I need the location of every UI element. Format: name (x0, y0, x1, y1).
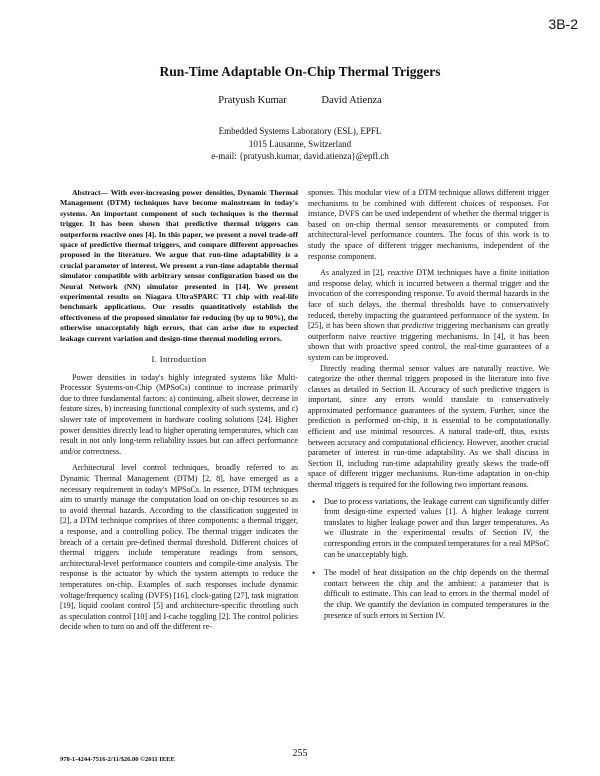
left-column (60, 188, 298, 633)
email-line: e-mail: {pratyush.kumar, david.atienza}@epfl.ch (211, 151, 389, 161)
session-id-label: 3B-2 (548, 16, 578, 32)
author-list (0, 95, 600, 106)
affiliation-line: Embedded Systems Laboratory (ESL), EPFL (218, 126, 382, 136)
paragraph: Power densities in today's highly integrated systems like Multi-Processor Systems-on-Chip (MPSoCs) continue to increase primarily due to three fundamental factors: a) continuing, albeit slower, decrease in feature sizes, b) increasing functional complexity of such systems, and c) slower rate of improvement in hardware cooling solutions [24]. Higher power densities directly lead to higher operating temperatures, which can result in not only long-term reliability issues but can affect performance and/or correctness. (60, 372, 298, 456)
copyright-line: 978-1-4244-7516-2/11/$26.00 ©2011 IEEE (60, 756, 175, 763)
paragraph: Architectural level control techniques, broadly referred to as Dynamic Thermal Management (DTM) [2, 8], have emerged as a necessary requirement in today's MPSoCs. In essence, DTM techniques aim to smartly manage the computation load on on-chip resources so as to avoid thermal hazards. According to the classification suggested in [2], a DTM technique comprises of three components: a thermal trigger, a response, and a controlling policy. The thermal trigger indicates the breach of a certain pre-defined thermal threshold. Different choices of thermal triggers include temperature readings from sensors, architectural-level performance counters and compile-time analysis. The response is the actuator by which the system attempts to reduce the temperatures on-chip. Examples of such responses include dynamic voltage/frequency scaling (DVFS) [16], clock-gating [27], task migration [19], liquid coolant control [5] and architecture-specific throttling such as speculation control [10] and I-cache toggling [2]. The control policies decide when to turn on and off the different re- (60, 463, 298, 632)
paragraph: As analyzed in [2], reactive DTM techniques have a finite initiation and response delay, which is incurred between a thermal trigger and the invocation of the corresponding response. To avoid thermal hazards in the face of such delays, the thermal thresholds have to conservatively reduced, thereby impacting the guaranteed performance of the system. In [25], it has been shown that predictive triggering mechanisms can greatly outperform naive reactive triggering mechanisms. In [4], it has been shown that with proactive speed control, the real-time guarantees of a system can be improved. (308, 268, 550, 362)
page-number: 255 (292, 748, 308, 759)
bullet-list (308, 497, 549, 622)
paper-title: Run-Time Adaptable On-Chip Thermal Triggers (159, 64, 441, 79)
affiliation-line: 1015 Lausanne, Switzerland (248, 138, 352, 149)
author-name: David Atienza (321, 95, 382, 106)
list-item: • The model of heat dissipation on the chip depends on the thermal contact between the chip and the ambient: a parameter that is difficult to estimate. This can lead to errors in the thermal model of the chip. We quantify the deviation in computed temperatures in the presence of such errors in Section IV. (308, 568, 549, 621)
abstract: Abstract— With ever-increasing power densities, Dynamic Thermal Management (DTM) techniques have become mainstream in today's systems. An important component of such techniques is the thermal trigger. It has been shown that predictive thermal triggers can outperform reactive ones [4]. In this paper, we present a novel trade-off space of predictive thermal triggers, and compare different approaches proposed in the literature. We argue that run-time adaptability is a crucial parameter of interest. We present a run-time adaptable thermal simulator compatible with arbitrary sensor configuration based on the Neural Network (NN) simulator presented in [14]. We present experimental results on Niagara UltraSPARC T1 chip with real-life benchmark applications. Our results quantitatively establish the effectiveness of the proposed simulator for reducing (by up to 90%), the otherwise unacceptably high errors, that can arise due to expected leakage current variation and design-time thermal modeling errors. (60, 188, 298, 343)
paragraph: Directly reading thermal sensor values are naturally reactive. We categorize the other thermal triggers proposed in the literature into five classes as detailed in Section II. Accuracy of such predictive triggers is important, since any errors would translate to conservatively approximated performance guarantees of the system. Further, since the prediction is performed on-chip, it is essential to be computationally efficient and use minimal resources. A natural trade-off, thus, exists between accuracy and computational efficiency. However, another crucial parameter of interest in run-time adaptability. As we shall discuss in Section II, including run-time adaptability greatly skews the trade-off space of different trigger mechanisms. Run-time adaptation in on-chip thermal triggers is required for the following two important reasons. (308, 363, 549, 490)
emphasis-reactive: reactive (387, 268, 414, 278)
right-column (308, 188, 549, 629)
author-name: Pratyush Kumar (218, 95, 287, 106)
emphasis-predictive: predictive (401, 321, 434, 331)
list-item: • Due to process variations, the leakage current can significantly differ from design-time expected values [1]. A higher leakage current translates to higher leakage power and thus larger temperatures. As we illustrate in the experimental results of Section IV, the corresponding errors in the computed temperatures for a real MPSoC can be unacceptably high. (308, 497, 549, 561)
affiliation-block (0, 125, 600, 163)
paragraph: sponses. This modular view of a DTM technique allows different trigger mechanisms to be combined with different choices of responses. For instance, DVFS can be used independent of whether the thermal trigger is based on on-chip thermal sensor measurements or computed from architectural-level performance counters. The focus of this work is to study the space of different trigger mechanisms, independent of the response component. (308, 188, 549, 261)
section-heading-introduction: I. Introduction (151, 354, 207, 365)
